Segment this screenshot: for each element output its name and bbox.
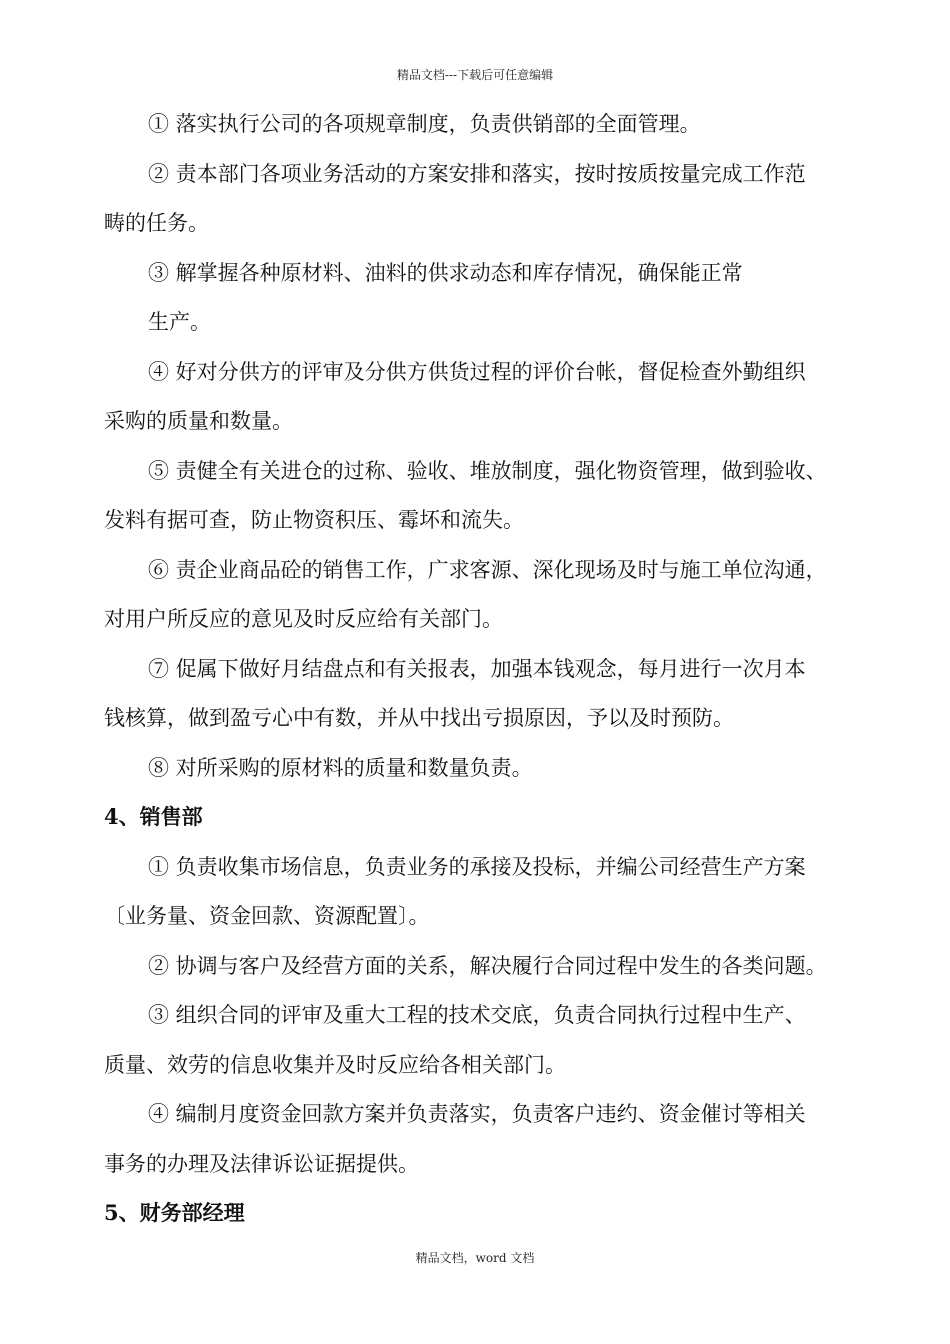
paragraph-line: ② 协调与客户及经营方面的关系，解决履行合同过程中发生的各类问题。 xyxy=(148,953,827,978)
paragraph-line: 钱核算，做到盈亏心中有数，并从中找出亏损原因，予以及时预防。 xyxy=(104,706,734,730)
paragraph-line: ⑦ 促属下做好月结盘点和有关报表，加强本钱观念，每月进行一次月本 xyxy=(148,656,806,681)
paragraph-line: 事务的办理及法律诉讼证据提供。 xyxy=(104,1151,419,1176)
paragraph-line: 发料有据可查，防止物资积压、霉坏和流失。 xyxy=(104,508,524,532)
paragraph-line: 畴的任务。 xyxy=(104,211,209,235)
paragraph-line: ⑤ 责健全有关进仓的过称、验收、堆放制度，强化物资管理，做到验收、 xyxy=(148,458,827,483)
paragraph-line: ③ 解掌握各种原材料、油料的供求动态和库存情况，确保能正常 xyxy=(148,260,743,285)
paragraph-line: ⑥ 责企业商品砼的销售工作，广求客源、深化现场及时与施工单位沟通， xyxy=(148,557,827,582)
section-heading: 5、财务部经理 xyxy=(104,1200,245,1225)
paragraph-line: ① 落实执行公司的各项规章制度，负责供销部的全面管理。 xyxy=(148,112,701,136)
paragraph-line: ① 负责收集市场信息，负责业务的承接及投标，并编公司经营生产方案 xyxy=(148,854,806,879)
paragraph-line: ④ 好对分供方的评审及分供方供货过程的评价台帐，督促检查外勤组织 xyxy=(148,359,806,384)
paragraph-line: ④ 编制月度资金回款方案并负责落实，负责客户违约、资金催讨等相关 xyxy=(148,1102,806,1126)
page-header-note: 精品文档---下载后可任意编辑 xyxy=(396,68,554,82)
paragraph-line: 〔业务量、资金回款、资源配置〕。 xyxy=(104,904,430,928)
paragraph-line: ② 责本部门各项业务活动的方案安排和落实，按时按质按量完成工作范 xyxy=(148,161,806,186)
section-heading: 4、销售部 xyxy=(104,804,203,829)
paragraph-line: ③ 组织合同的评审及重大工程的技术交底，负责合同执行过程中生产、 xyxy=(148,1003,806,1027)
paragraph-line: 生产。 xyxy=(148,310,211,334)
paragraph-line: 采购的质量和数量。 xyxy=(104,409,293,433)
paragraph-line: ⑧ 对所采购的原材料的质量和数量负责。 xyxy=(148,755,533,780)
document-body xyxy=(104,104,864,1243)
paragraph-line: 质量、效劳的信息收集并及时反应给各相关部门。 xyxy=(104,1052,566,1077)
paragraph-line: 对用户所反应的意见及时反应给有关部门。 xyxy=(104,607,503,631)
page-footer-note: 精品文档，word 文档 xyxy=(415,1251,535,1265)
